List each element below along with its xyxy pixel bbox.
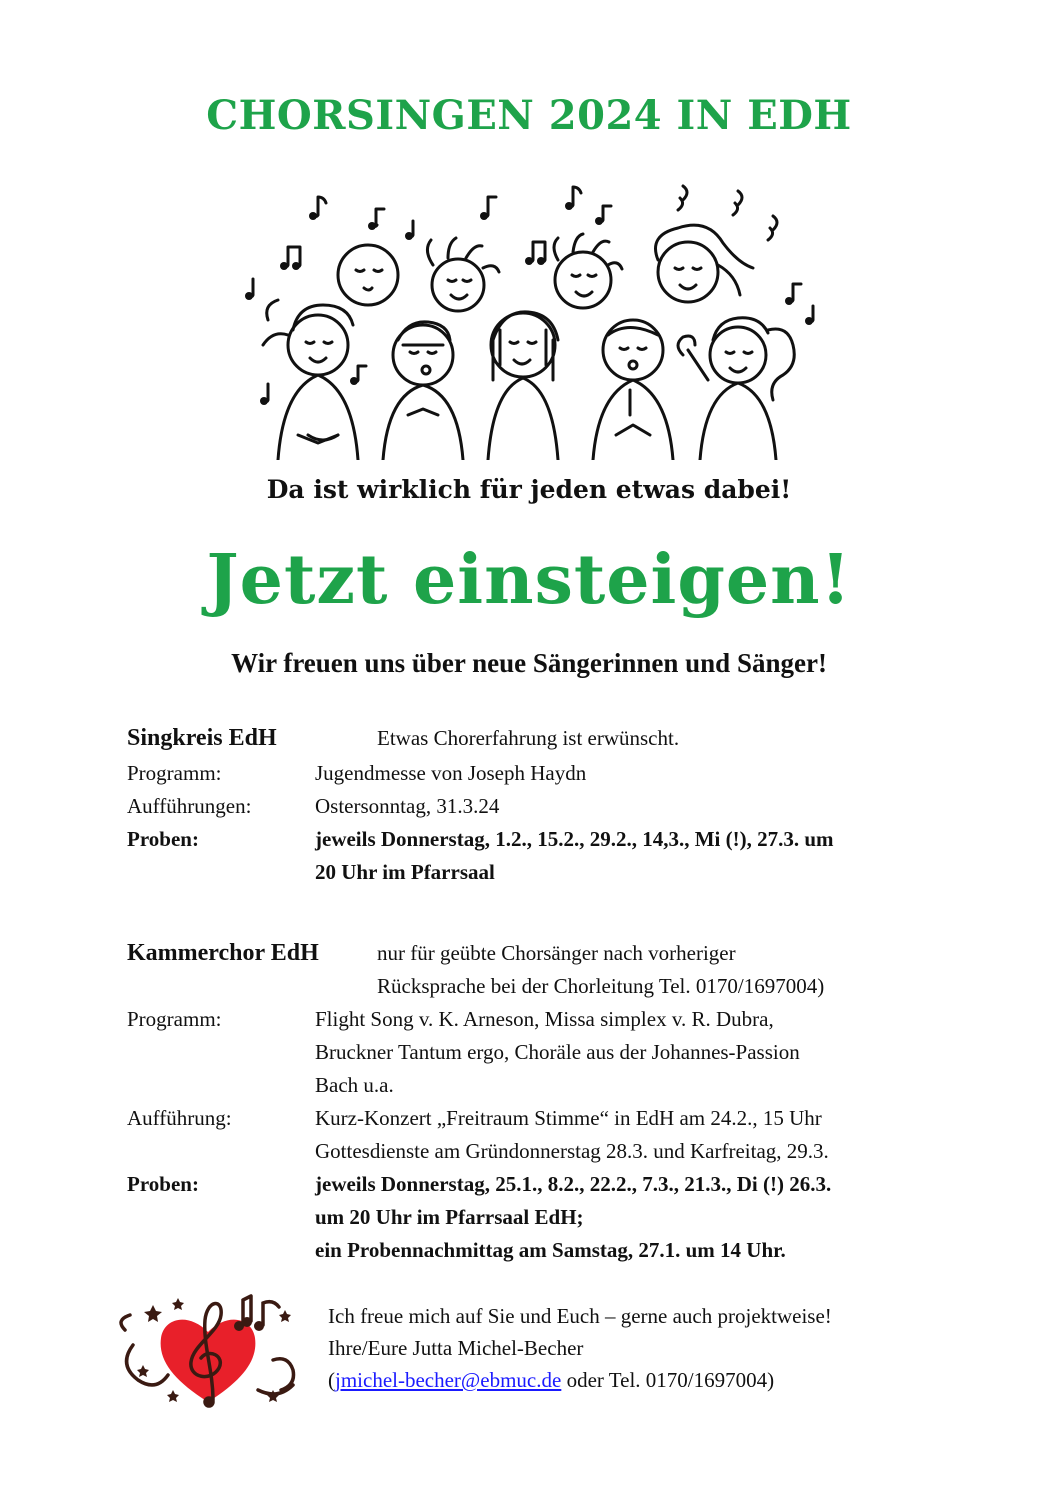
auffuehrung-value-line1: Kurz-Konzert „Freitraum Stimme“ in EdH am 24.2., 15 Uhr	[315, 1106, 822, 1130]
programm-value-line1: Flight Song v. K. Arneson, Missa simplex v. R. Dubra,	[315, 1007, 774, 1031]
auffuehrung-label: Aufführung:	[127, 1106, 232, 1130]
programm-value: Jugendmesse von Joseph Haydn	[315, 761, 587, 785]
proben-value-line2: 20 Uhr im Pfarrsaal	[315, 860, 495, 884]
proben-value-line1: jeweils Donnerstag, 1.2., 15.2., 29.2., 14,3., Mi (!), 27.3. um	[315, 827, 834, 851]
singkreis-note: Etwas Chorerfahrung ist erwünscht.	[377, 726, 680, 750]
auffuehrungen-value: Ostersonntag, 31.3.24	[315, 794, 500, 818]
kammerchor-note-line2: Rücksprache bei der Chorleitung Tel. 0170/1697004)	[377, 974, 825, 998]
closing-block	[328, 1300, 832, 1396]
programm-label: Programm:	[127, 761, 222, 785]
closing-line-2: Ihre/Eure Jutta Michel-Becher	[328, 1336, 584, 1360]
proben-value-line2: um 20 Uhr im Pfarrsaal EdH;	[315, 1205, 584, 1229]
auffuehrung-value-line2: Gottesdienste am Gründonnerstag 28.3. und Karfreitag, 29.3.	[315, 1139, 829, 1163]
auffuehrungen-label: Aufführungen:	[127, 794, 252, 818]
heart-treble-clef-icon	[113, 1290, 303, 1410]
headline: Jetzt einsteigen!	[206, 540, 852, 620]
phone-text: oder Tel. 0170/1697004)	[561, 1368, 775, 1392]
subline: Wir freuen uns über neue Sängerinnen und Sänger!	[231, 648, 827, 678]
tagline: Da ist wirklich für jeden etwas dabei!	[266, 475, 792, 504]
proben-label: Proben:	[127, 1172, 199, 1196]
choir-illustration	[238, 180, 823, 460]
proben-value-line1: jeweils Donnerstag, 25.1., 8.2., 22.2., 7.3., 21.3., Di (!) 26.3.	[315, 1172, 832, 1196]
paren-open: (	[328, 1368, 335, 1392]
programm-value-line2: Bruckner Tantum ergo, Choräle aus der Johannes-Passion	[315, 1040, 800, 1064]
closing-line-1: Ich freue mich auf Sie und Euch – gerne auch projektweise!	[328, 1304, 832, 1328]
kammerchor-name: Kammerchor EdH	[127, 940, 319, 966]
closing-line-3	[328, 1364, 832, 1396]
email-link[interactable]: jmichel-becher@ebmuc.de	[335, 1368, 562, 1392]
page-title: CHORSINGEN 2024 IN EDH	[206, 92, 852, 139]
programm-label: Programm:	[127, 1007, 222, 1031]
singkreis-name: Singkreis EdH	[127, 725, 277, 751]
kammerchor-note-line1: nur für geübte Chorsänger nach vorheriger	[377, 941, 736, 965]
programm-value-line3: Bach u.a.	[315, 1073, 394, 1097]
proben-label: Proben:	[127, 827, 199, 851]
proben-value-line3: ein Probennachmittag am Samstag, 27.1. um 14 Uhr.	[315, 1238, 786, 1262]
